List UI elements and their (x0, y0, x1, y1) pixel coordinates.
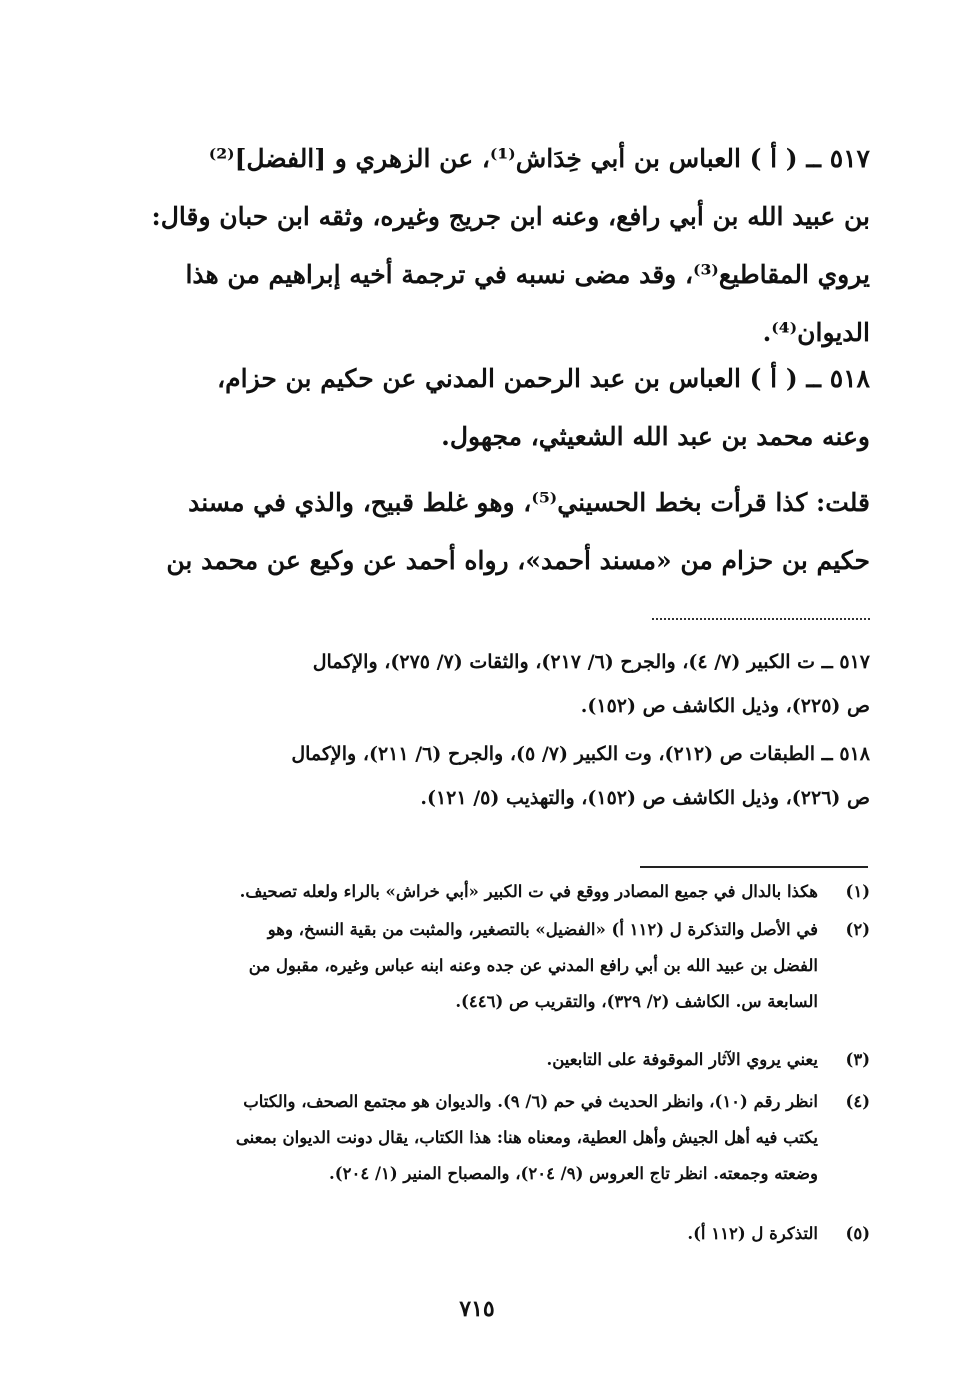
reference-line: ص (٢٢٥)، وذيل الكاشف ص (١٥٢). (580, 695, 870, 717)
footnote-line: هكذا بالدال في جميع المصادر ووقع في ت الكبير «أبي خراش» بالراء ولعله تصحيف. (239, 882, 818, 901)
reference-line: ص (٢٢٦)، وذيل الكاشف ص (١٥٢)، والتهذيب (٥/ ١٢١). (420, 787, 870, 809)
footnote-4 (118, 1084, 870, 1192)
footnote-line: وضعته وجمعته. انظر تاج العروس (٩/ ٢٠٤)، والمصباح المنير (١/ ٢٠٤). (329, 1164, 818, 1183)
page-number: ٧١٥ (459, 1296, 495, 1322)
footnote-5 (118, 1216, 870, 1252)
footnote-number: (٢) (845, 920, 870, 939)
footnote-line: يعني يروي الآثار الموقوفة على التابعين. (546, 1050, 818, 1069)
footnote-1 (118, 874, 870, 910)
entry-line: يروي المقاطيع⁽³⁾، وقد مضى نسبه في ترجمة أخيه إبراهيم من هذا (185, 260, 870, 289)
entry-517 (118, 130, 870, 362)
footnote-2 (118, 912, 870, 1020)
comment-paragraph (118, 474, 870, 590)
entry-line: الديوان⁽⁴⁾. (762, 318, 870, 347)
footnote-line: في الأصل والتذكرة ل (١١٢ أ) «الفضيل» بالتصغير، والمثبت من بقية النسخ، وهو (267, 920, 818, 939)
footnote-rule (640, 866, 868, 868)
footnote-line: السابعة س. الكاشف (٢/ ٣٢٩)، والتقريب ص (٤٤٦). (455, 992, 818, 1011)
entry-line: حكيم بن حزام من «مسند أحمد»، رواه أحمد عن وكيع عن محمد بن (166, 546, 870, 575)
footnote-number: (٤) (845, 1092, 870, 1111)
footnote-line: الفضل بن عبيد الله بن أبي رافع المدني عن جده وعنه ابنه عباس وغيره، مقبول من (248, 956, 818, 975)
footnote-3 (118, 1042, 870, 1078)
reference-line: ٥١٨ ــ الطبقات ص (٢١٢)، وت الكبير (٧/ ٥)، والجرح (٦/ ٢١١)، والإكمال (291, 743, 870, 765)
entry-line: قلت: كذا قرأت بخط الحسيني⁽⁵⁾، وهو غلط قبيح، والذي في مسند (188, 488, 870, 517)
footnote-line: يكتب فيه أهل الجيش وأهل العطية، ومعناه هنا: هذا الكتاب، يقال دونت الديوان بمعنى (235, 1128, 818, 1147)
dotted-separator (652, 618, 870, 620)
footnote-number: (٥) (845, 1224, 870, 1243)
entry-line: وعنه محمد بن عبد الله الشعيثي، مجهول. (441, 422, 870, 451)
reference-518 (118, 732, 870, 820)
footnote-number: (١) (845, 882, 870, 901)
footnote-line: انظر رقم (١٠)، وانظر الحديث في حم (٦/ ٩). والديوان هو مجتمع الصحف، والكتاب (243, 1092, 818, 1111)
reference-line: ٥١٧ ــ ت الكبير (٧/ ٤)، والجرح (٦/ ٢١٧)، والثقات (٧/ ٢٧٥)، والإكمال (312, 651, 870, 673)
entry-line: ٥١٧ ــ ( أ ) العباس بن أبي خِدَاش⁽¹⁾، عن الزهري و [الفضل]⁽²⁾ (208, 144, 870, 173)
reference-517 (118, 640, 870, 728)
footnote-line: التذكرة ل (١١٢ أ). (687, 1224, 818, 1243)
footnote-number: (٣) (845, 1050, 870, 1069)
entry-518 (118, 350, 870, 466)
entry-line: بن عبيد الله بن أبي رافع، وعنه ابن جريج وغيره، وثقه ابن حبان وقال: (151, 202, 870, 231)
entry-line: ٥١٨ ــ ( أ ) العباس بن عبد الرحمن المدني عن حكيم بن حزام، (217, 364, 870, 393)
